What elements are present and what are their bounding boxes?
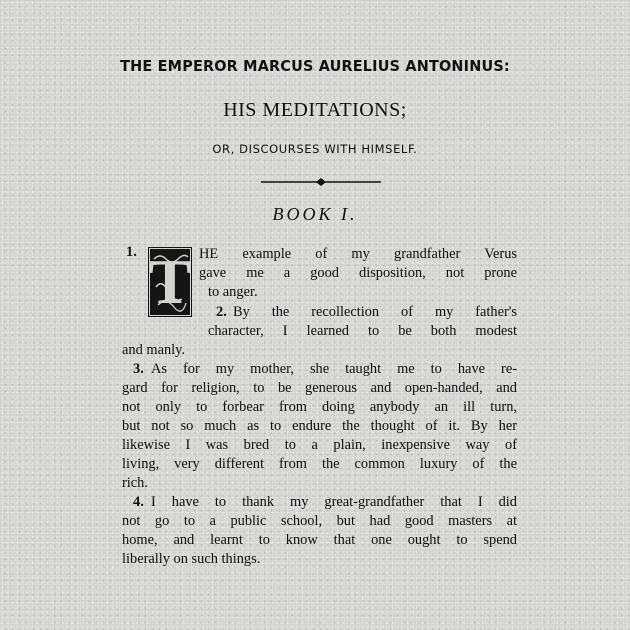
section-number-3: 3.: [133, 361, 144, 377]
alternate-title: OR, DISCOURSES WITH HIMSELF.: [212, 142, 418, 156]
decorated-initial: [148, 247, 192, 317]
section-1-line-1: HE example of my grandfather Verus: [199, 246, 517, 262]
section-number-2: 2.: [216, 304, 227, 320]
book-subtitle: HIS MEDITATIONS;: [223, 99, 407, 121]
section-2-line-3: and manly.: [122, 342, 186, 358]
section-3-line-3: not only to forbear from doing anybody an ill turn,: [122, 399, 517, 415]
section-4-line-3: home, and learnt to know that one ought to spend: [122, 532, 517, 548]
section-3-line-1: As for my mother, she taught me to have re-: [151, 361, 517, 377]
section-number-1: 1.: [126, 244, 137, 260]
section-2-line-1: By the recollection of my father's: [233, 304, 517, 320]
section-3-line-6: living, very different from the common luxury of the: [122, 456, 517, 472]
section-3-line-5: likewise I was bred to a plain, inexpensive way of: [122, 437, 517, 453]
section-3-line-2: gard for religion, to be generous and open-handed, and: [122, 380, 517, 396]
initial-letter: T: [148, 246, 192, 317]
book-heading: BOOK I.: [272, 204, 358, 224]
book-title: THE EMPEROR MARCUS AURELIUS ANTONINUS:: [120, 57, 510, 75]
section-4-line-1: I have to thank my great-grandfather that I did: [151, 494, 517, 510]
section-number-4: 4.: [133, 494, 144, 510]
section-1-line-2: gave me a good disposition, not prone: [199, 265, 517, 281]
section-2-line-2: character, I learned to be both modest: [208, 323, 517, 339]
ornamental-divider: [261, 177, 381, 187]
section-3-line-7: rich.: [122, 475, 148, 491]
section-1-line-3: to anger.: [208, 284, 258, 300]
section-4-line-2: not go to a public school, but had good masters at: [122, 513, 517, 529]
section-3-line-4: but not so much as to endure the thought of it. By her: [122, 418, 517, 434]
section-4-line-4: liberally on such things.: [122, 551, 261, 567]
